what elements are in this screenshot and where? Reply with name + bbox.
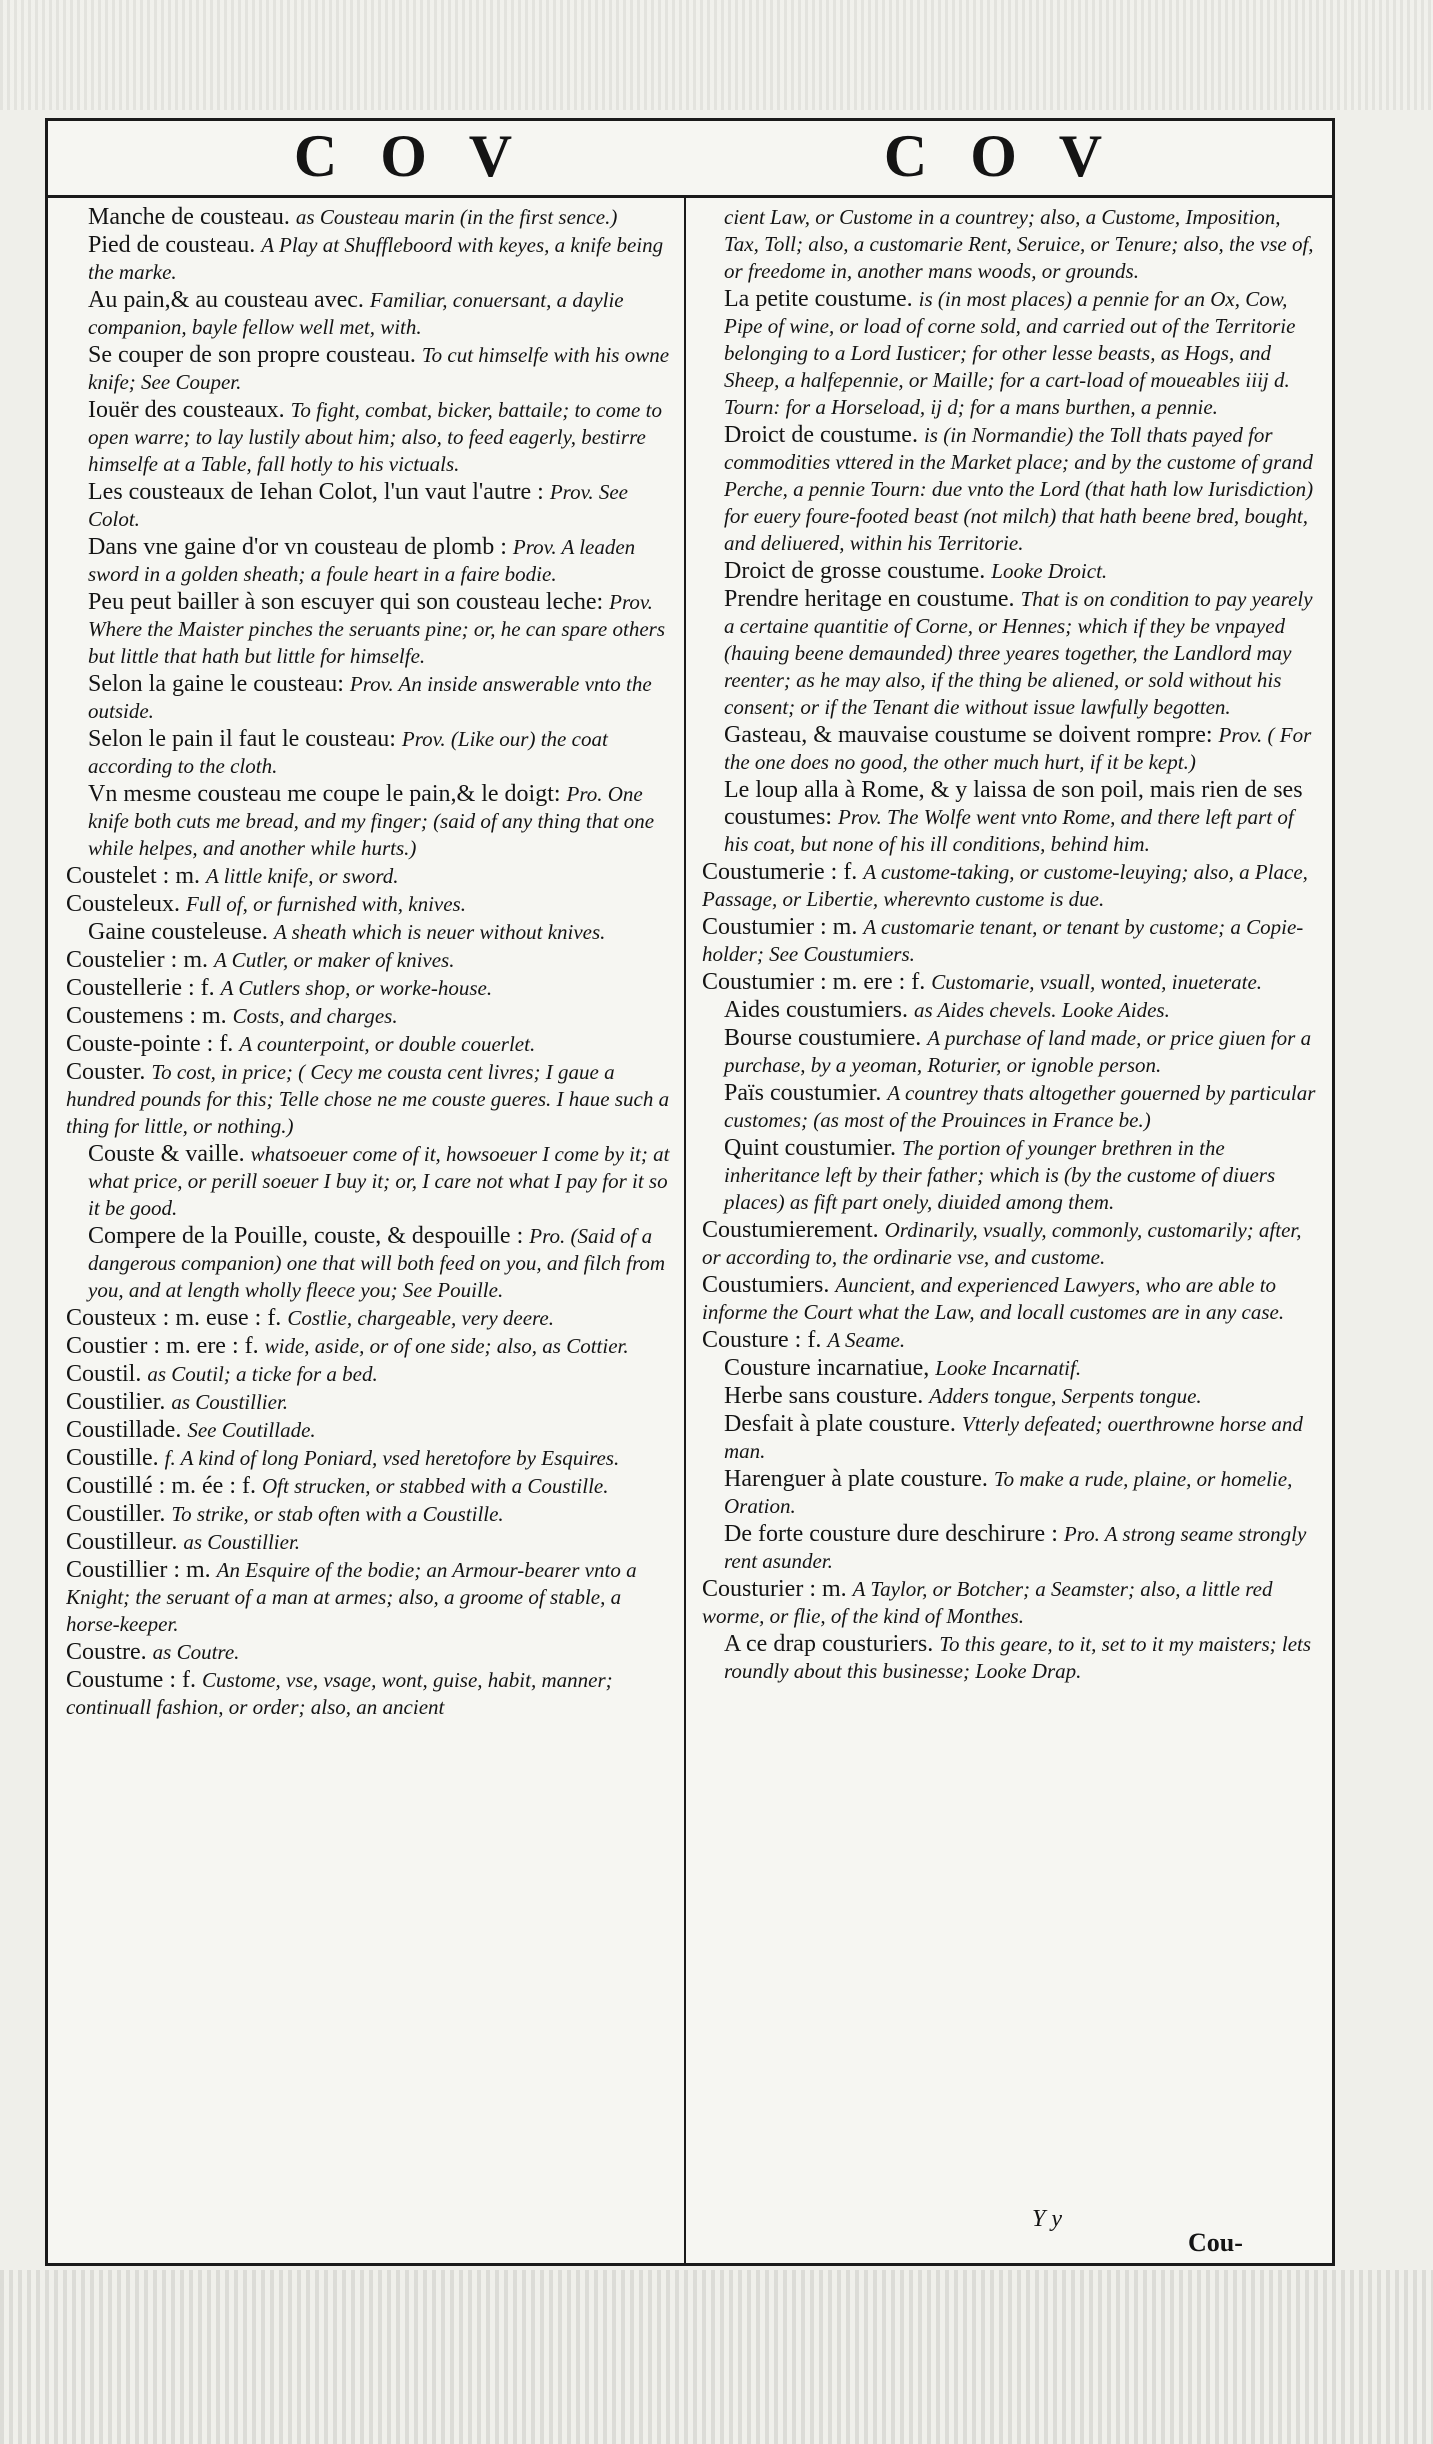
entry-definition: Costs, and charges. [232,1004,398,1028]
dictionary-entry [66,1031,676,1058]
entry-definition: A purchase of land made, or price giuen for a purchase, by a yeoman, Roturier, or ignoble person. [724,1026,1312,1077]
dictionary-entry [702,204,1320,285]
entry-definition: is (in Normandie) the Toll thats payed for commodities vttered in the Market place; and by the custome of grand Perche, a pennie Tourn: due vnto the Lord (that hath low Iurisdiction) for euery foure-footed beast (not milch) that hath beene bred, bought, and deliuered, within his Territorie. [724,423,1314,555]
dictionary-entry [702,859,1320,913]
entry-definition: A sheath which is neuer without knives. [273,920,606,944]
running-head-left: C O V [293,123,527,189]
entry-headword: Selon la gaine le cousteau: [88,671,350,697]
dictionary-entry [66,1557,676,1638]
entry-definition: wide, aside, or of one side; also, as Cottier. [264,1334,629,1358]
entry-definition: as Coustillier. [183,1530,301,1554]
entry-headword: Cousteleux. [66,891,186,917]
dictionary-entry [702,997,1320,1024]
entry-definition: Prov. The Wolfe went vnto Rome, and there left part of his coat, but none of his ill conditions, behind him. [724,805,1294,856]
dictionary-entry [66,1445,676,1472]
entry-headword: Coustemens : m. [66,1003,233,1029]
entry-definition: See Coutillade. [187,1418,316,1442]
signature-mark: Y y [1032,2206,1062,2232]
entry-definition: Prov. Where the Maister pinches the seruants pine; or, he can spare others but little that hath but little for himselfe. [88,590,666,668]
entry-headword: Gasteau, & mauvaise coustume se doivent rompre: [724,722,1219,748]
entry-definition: To fight, combat, bicker, battaile; to come to open warre; to lay lustily about him; also, to feed eagerly, bestirre himselfe at a Table, fall hotly to his victuals. [88,398,662,476]
entry-headword: Droict de grosse coustume. [724,558,992,584]
catchword: Cou- [1188,2228,1243,2257]
entry-definition: A counterpoint, or double couerlet. [239,1032,536,1056]
entry-definition: Looke Incarnatif. [935,1356,1082,1380]
header-rule [45,195,1335,198]
dictionary-entry [702,586,1320,721]
right-column [702,204,1320,2264]
entry-headword: De forte cousture dure deschirure : [724,1521,1064,1547]
entry-headword: Herbe sans cousture. [724,1383,930,1409]
entry-headword: La petite coustume. [724,286,919,312]
entry-headword: Coustumierement. [702,1217,885,1243]
entry-definition: f. A kind of long Poniard, vsed heretofore by Esquires. [164,1446,620,1470]
entry-definition: Prov. ( For the one does no good, the other much hurt, if it be kept.) [724,723,1312,774]
entry-headword: Coustumerie : f. [702,859,864,885]
entry-definition: Custome, vse, vsage, wont, guise, habit, manner; continuall fashion, or order; also, an ancient [66,1668,613,1719]
entry-headword: Pied de cousteau. [88,232,262,258]
dictionary-entry [66,1417,676,1444]
dictionary-entry [66,947,676,974]
entry-headword: Coustre. [66,1639,153,1665]
entry-definition: Prov. An inside answerable vnto the outside. [88,672,652,723]
entry-definition: To cost, in price; ( Cecy me cousta cent livres; I gaue a hundred pounds for this; Telle chose ne me couste gueres. I haue such a thing for little, or nothing.) [66,1060,670,1138]
dictionary-entry [66,342,676,396]
dictionary-entry [702,422,1320,557]
dictionary-entry [66,1639,676,1666]
dictionary-entry [702,1576,1320,1630]
dictionary-entry [66,671,676,725]
dictionary-entry [702,1355,1320,1382]
entry-headword: Compere de la Pouille, couste, & despouille : [88,1223,530,1249]
scan-margin-top [0,0,1433,110]
entry-definition: Oft strucken, or stabbed with a Coustille. [261,1474,609,1498]
entry-definition: Adders tongue, Serpents tongue. [929,1384,1202,1408]
dictionary-entry [702,1080,1320,1134]
left-column [66,204,676,2264]
entry-definition: Full of, or furnished with, knives. [186,892,466,916]
entry-definition: A Play at Shuffleboord with keyes, a knife being the marke. [88,233,664,284]
dictionary-entry [66,1667,676,1721]
entry-definition: A Seame. [827,1328,906,1352]
entry-definition: is (in most places) a pennie for an Ox, Cow, Pipe of wine, or load of corne sold, and carried out of the Territorie belonging to a Lord Iusticer; for other lesse beasts, as Hogs, and Sheep, a halfepennie, or Maille; for a cart-load of moueables iiij d. Tourn: for a Horseload, ij d; for a mans burthen, a pennie. [724,287,1296,419]
dictionary-entry [702,722,1320,776]
entry-definition: Ordinarily, vsually, commonly, customarily; after, or according to, the ordinarie vse, and custome. [702,1218,1302,1269]
dictionary-entry [66,1529,676,1556]
entry-headword: Coustillé : m. ée : f. [66,1473,262,1499]
entry-definition: A Cutlers shop, or worke-house. [220,976,493,1000]
entry-headword: Selon le pain il faut le cousteau: [88,726,402,752]
dictionary-entry [66,204,676,231]
entry-headword: Harenguer à plate cousture. [724,1466,994,1492]
dictionary-entry [66,589,676,670]
entry-headword: Peu peut bailler à son escuyer qui son cousteau leche: [88,589,610,615]
entry-headword: Cousteux : m. euse : f. [66,1305,288,1331]
dictionary-entry [66,1305,676,1332]
entry-headword: Les cousteaux de Iehan Colot, l'un vaut l'autre : [88,479,550,505]
dictionary-entry [66,726,676,780]
entry-definition: Prov. See Colot. [88,480,628,531]
dictionary-entry [66,534,676,588]
column-divider [684,198,686,2264]
entry-definition: as Coutil; a ticke for a bed. [147,1362,378,1386]
entry-headword: Coustumier : m. ere : f. [702,969,932,995]
entry-definition: as Coutre. [152,1640,240,1664]
dictionary-entry [66,1003,676,1030]
dictionary-entry [702,914,1320,968]
dictionary-entry [702,1217,1320,1271]
dictionary-entry [702,1521,1320,1575]
dictionary-entry [66,1333,676,1360]
entry-headword: Manche de cousteau. [88,204,296,230]
dictionary-entry [702,1327,1320,1354]
dictionary-entry [66,1223,676,1304]
entry-definition: Customarie, vsuall, wonted, inueterate. [931,970,1263,994]
entry-headword: Coustier : m. ere : f. [66,1333,265,1359]
entry-headword: Vn mesme cousteau me coupe le pain,& le doigt: [88,781,567,807]
entry-headword: Couste & vaille. [88,1141,251,1167]
entry-definition: A little knife, or sword. [206,864,399,888]
entry-headword: Cousturier : m. [702,1576,853,1602]
entry-headword: Droict de coustume. [724,422,924,448]
entry-headword: Coustumiers. [702,1272,836,1298]
entry-headword: Coustelet : m. [66,863,206,889]
entry-definition: A customarie tenant, or tenant by custome; a Copie-holder; See Coustumiers. [702,915,1304,966]
entry-headword: Païs coustumier. [724,1080,888,1106]
entry-headword: Prendre heritage en coustume. [724,586,1021,612]
entry-definition: A custome-taking, or custome-leuying; also, a Place, Passage, or Libertie, wherevnto custome is due. [702,860,1308,911]
dictionary-entry [66,397,676,478]
dictionary-entry [66,1473,676,1500]
dictionary-entry [66,1389,676,1416]
entry-headword: Dans vne gaine d'or vn cousteau de plomb : [88,534,513,560]
dictionary-entry [702,558,1320,585]
dictionary-entry [66,891,676,918]
dictionary-entry [702,1411,1320,1465]
dictionary-entry [702,1631,1320,1685]
entry-definition: To cut himselfe with his owne knife; See Couper. [88,343,670,394]
dictionary-entry [66,287,676,341]
entry-definition: A Cutler, or maker of knives. [213,948,455,972]
entry-definition: Pro. One knife both cuts me bread, and my finger; (said of any thing that one while helpes, and another while hurts.) [88,782,655,860]
dictionary-entry [66,1141,676,1222]
entry-definition: Costlie, chargeable, very deere. [287,1306,554,1330]
dictionary-entry [66,919,676,946]
entry-definition: To this geare, to it, set to it my maisters; lets roundly about this businesse; Looke Drap. [724,1632,1312,1683]
dictionary-entry [66,781,676,862]
entry-definition: An Esquire of the bodie; an Armour-bearer vnto a Knight; the seruant of a man at armes; also, a groome of stable, a horse-keeper. [66,1558,637,1636]
entry-headword: Coustiller. [66,1501,172,1527]
dictionary-entry [702,1466,1320,1520]
entry-headword: Coustille. [66,1445,165,1471]
entry-definition: Auncient, and experienced Lawyers, who are able to informe the Court what the Law, and locall customes are in any case. [702,1273,1285,1324]
entry-headword: Cousture : f. [702,1327,828,1353]
entry-definition: That is on condition to pay yearely a certaine quantitie of Corne, or Hennes; which if they be vnpayed (hauing beene demaunded) three yeares together, the Landlord may reenter; as he may also, if the thing be aliened, or sold without his consent; or if the Tenant die without issue lawfully begotten. [724,587,1313,719]
entry-headword: Coustellerie : f. [66,975,221,1001]
entry-headword: Au pain,& au cousteau avec. [88,287,370,313]
dictionary-entry [702,777,1320,858]
entry-definition: whatsoeuer come of it, howsoeuer I come by it; at what price, or perill soeuer I buy it; or, I care not what I pay for it so it be good. [88,1142,670,1220]
entry-headword: Quint coustumier. [724,1135,902,1161]
entry-headword: Iouër des cousteaux. [88,397,291,423]
entry-headword: Aides coustumiers. [724,997,914,1023]
entry-headword: Coustil. [66,1361,148,1387]
dictionary-entry [702,286,1320,421]
entry-headword: Coustilier. [66,1389,172,1415]
dictionary-entry [702,1383,1320,1410]
entry-headword: Bourse coustumiere. [724,1025,928,1051]
entry-definition: Pro. (Said of a dangerous companion) one that will both feed on you, and filch from you, and at length wholly fleece you; See Pouille. [88,1224,666,1302]
entry-headword: Se couper de son propre cousteau. [88,342,422,368]
entry-headword: Coustillier : m. [66,1557,217,1583]
dictionary-entry [702,969,1320,996]
scan-margin-bottom [0,2270,1433,2444]
dictionary-entry [66,1059,676,1140]
dictionary-entry [66,1501,676,1528]
entry-headword: Gaine cousteleuse. [88,919,274,945]
entry-headword: Desfait à plate cousture. [724,1411,962,1437]
entry-definition: A Taylor, or Botcher; a Seamster; also, a little red worme, or flie, of the kind of Monthes. [702,1577,1273,1628]
dictionary-entry [66,232,676,286]
entry-headword: Coustillade. [66,1417,188,1443]
entry-headword: A ce drap cousturiers. [724,1631,940,1657]
entry-definition: as Cousteau marin (in the first sence.) [295,205,618,229]
entry-definition: To make a rude, plaine, or homelie, Oration. [724,1467,1293,1518]
entry-headword: Couste-pointe : f. [66,1031,240,1057]
entry-definition: To strike, or stab often with a Coustille. [171,1502,504,1526]
entry-definition: Familiar, conuersant, a daylie companion, bayle fellow well met, with. [88,288,624,339]
entry-headword: Couster. [66,1059,152,1085]
entry-definition: Vtterly defeated; ouerthrowne horse and man. [724,1412,1303,1463]
entry-headword: Le loup alla à Rome, & y laissa de son poil, mais rien de ses coustumes: [724,777,1303,830]
entry-headword: Coustumier : m. [702,914,864,940]
entry-headword: Coustume : f. [66,1667,202,1693]
dictionary-entry [66,975,676,1002]
running-head-right: C O V [883,123,1117,189]
entry-definition: as Aides chevels. Looke Aides. [913,998,1170,1022]
dictionary-entry [702,1025,1320,1079]
entry-headword: Coustilleur. [66,1529,184,1555]
entry-definition: Prov. A leaden sword in a golden sheath; a foule heart in a faire bodie. [88,535,636,586]
dictionary-entry [702,1135,1320,1216]
dictionary-entry [66,863,676,890]
entry-definition: cient Law, or Custome in a countrey; also, a Custome, Imposition, Tax, Toll; also, a customarie Rent, Seruice, or Tenure; also, the vse of, or freedome in, another mans woods, or grounds. [724,205,1314,283]
dictionary-entry [702,1272,1320,1326]
entry-definition: as Coustillier. [171,1390,289,1414]
dictionary-entry [66,1361,676,1388]
entry-headword: Cousture incarnatiue, [724,1355,936,1381]
entry-headword: Coustelier : m. [66,947,214,973]
entry-definition: The portion of younger brethren in the inheritance left by their father; which is (by the custome of diuers places) as fift part onely, diuided among them. [724,1136,1276,1214]
entry-definition: Looke Droict. [991,559,1108,583]
entry-definition: Pro. A strong seame strongly rent asunder. [724,1522,1307,1573]
entry-definition: Prov. (Like our) the coat according to the cloth. [88,727,608,778]
entry-definition: A countrey thats altogether gouerned by particular customes; (as most of the Prouinces in France be.) [724,1081,1316,1132]
dictionary-entry [66,479,676,533]
